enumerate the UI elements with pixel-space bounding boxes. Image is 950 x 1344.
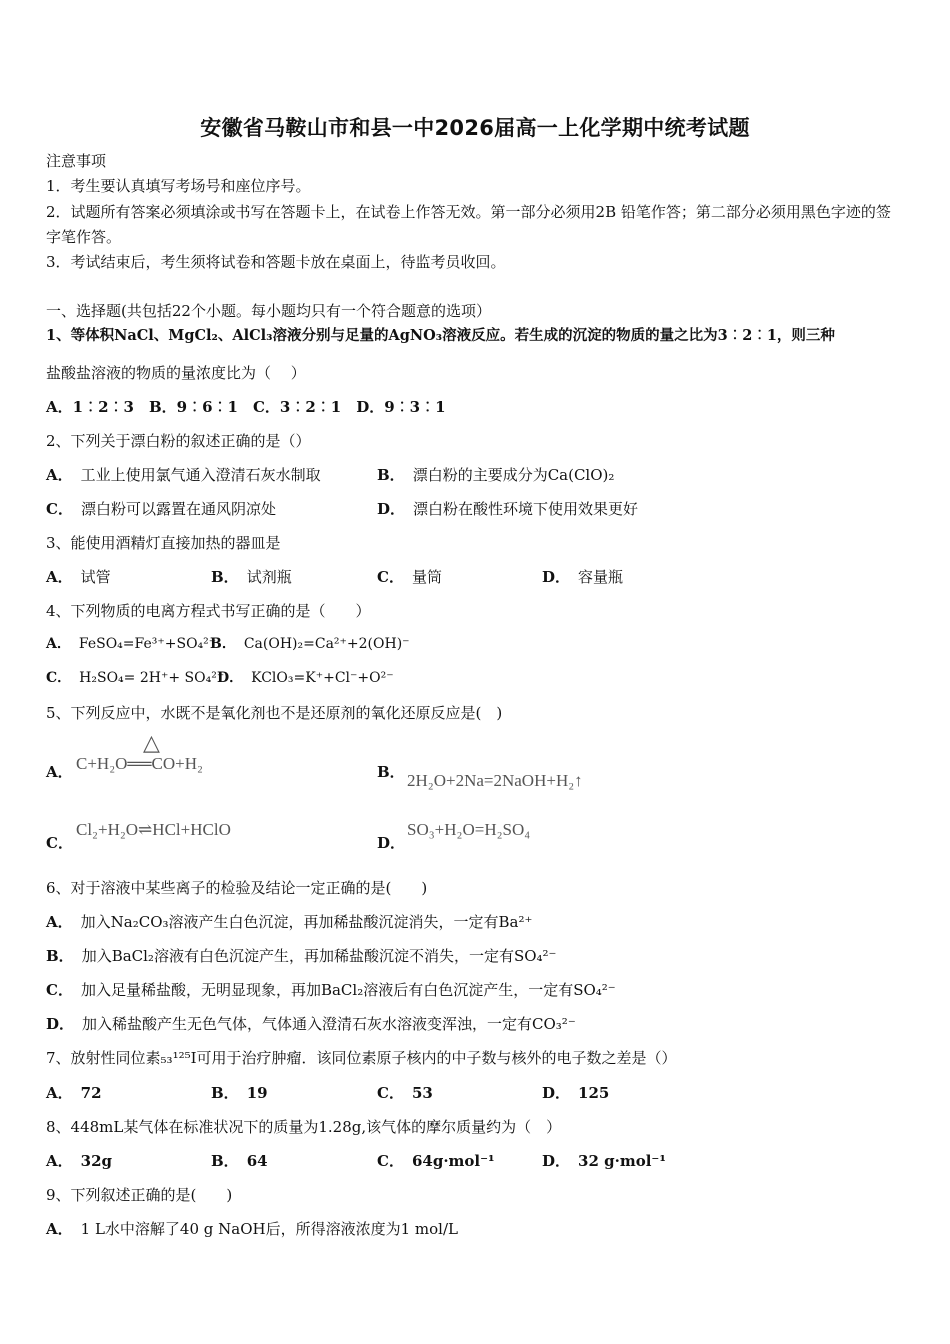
question-2-option-b — [377, 464, 614, 486]
option-text: 1 L水中溶解了40 g NaOH后，所得溶液浓度为1 mol/L — [80, 1220, 458, 1238]
question-8-option-b — [211, 1150, 268, 1172]
option-label: C． — [46, 670, 72, 686]
option-text: 32g — [80, 1152, 113, 1170]
option-text: 加入稀盐酸产生无色气体，气体通入澄清石灰水溶液变浑浊，一定有CO₃²⁻ — [82, 1015, 576, 1033]
option-text: FeSO₄=Fe³⁺+SO₄²⁻ — [78, 636, 217, 652]
option-label: B． — [211, 568, 239, 586]
option-label: A． — [46, 763, 73, 781]
question-5-equation-b: 2H₂O+2Na=2NaOH+H₂↑ — [407, 771, 583, 790]
option-label: A． — [46, 1152, 73, 1170]
option-text: 64 — [246, 1152, 268, 1170]
option-label: D． — [542, 1084, 571, 1102]
option-text: 量筒 — [411, 568, 442, 586]
question-6-option-b — [46, 945, 556, 967]
option-text: 容量瓶 — [578, 568, 624, 586]
option-label: D． — [542, 568, 571, 586]
option-text: 加入Na₂CO₃溶液产生白色沉淀，再加稀盐酸沉淀消失，一定有Ba²⁺ — [80, 913, 533, 931]
option-label: B． — [46, 947, 74, 965]
option-text: 53 — [411, 1084, 433, 1102]
question-2-option-a — [46, 464, 321, 486]
option-text: 72 — [80, 1084, 102, 1102]
question-4-option-d — [217, 667, 394, 689]
option-text: 漂白粉在酸性环境下使用效果更好 — [413, 500, 639, 518]
notice-item-3: 3．考试结束后，考生须将试卷和答题卡放在桌面上，待监考员收回。 — [46, 253, 506, 271]
question-3-stem: 3、能使用酒精灯直接加热的器皿是 — [46, 534, 281, 552]
option-label: C． — [46, 981, 73, 999]
question-2-stem: 2、下列关于漂白粉的叙述正确的是（） — [46, 432, 311, 450]
question-9-stem: 9、下列叙述正确的是( ) — [46, 1186, 233, 1204]
heat-triangle-icon: △ — [143, 730, 160, 755]
option-text: 工业上使用氯气通入澄清石灰水制取 — [80, 466, 321, 484]
question-7-option-d — [542, 1082, 609, 1104]
option-text: KClO₃=K⁺+Cl⁻+O²⁻ — [251, 670, 394, 686]
question-8-option-a — [46, 1150, 112, 1172]
question-5-equation-a: C+H₂O══CO+H₂ — [76, 754, 203, 773]
option-text: 64g·mol⁻¹ — [411, 1152, 495, 1170]
question-3-option-d — [542, 566, 623, 588]
option-label: D． — [542, 1152, 571, 1170]
notice-item-1: 1．考生要认真填写考场号和座位序号。 — [46, 177, 311, 195]
question-7-option-c — [377, 1082, 433, 1104]
question-1-stem: 1、等体积NaCl、MgCl₂、AlCl₃溶液分别与足量的AgNO₃溶液反应。若生成的沉淀的物质的量之比为3︰2︰1，则三种 — [46, 327, 835, 344]
option-text: 125 — [578, 1084, 610, 1102]
option-text: H₂SO₄= 2H⁺+ SO₄²⁻ — [79, 670, 225, 686]
question-5-equation-c: Cl₂+H₂O⇌HCl+HClO — [76, 820, 231, 839]
option-text: 漂白粉的主要成分为Ca(ClO)₂ — [412, 466, 615, 484]
option-text: 19 — [246, 1084, 268, 1102]
question-6-option-c — [46, 979, 616, 1001]
option-label: C． — [46, 500, 73, 518]
option-label: A． — [46, 636, 71, 652]
option-label: A． — [46, 913, 73, 931]
option-label: D． — [377, 834, 406, 852]
question-6-stem: 6、对于溶液中某些离子的检验及结论一定正确的是( ) — [46, 879, 428, 897]
question-2-option-d — [377, 498, 638, 520]
option-label: A． — [46, 466, 73, 484]
question-7-stem: 7、放射性同位素₅₃¹²⁵I可用于治疗肿瘤．该同位素原子核内的中子数与核外的电子数之差是（） — [46, 1049, 677, 1067]
question-3-option-a — [46, 566, 111, 588]
option-text: Ca(OH)₂=Ca²⁺+2(OH)⁻ — [243, 636, 410, 652]
page-title: 安徽省马鞍山市和县一中2026届高一上化学期中统考试题 — [200, 116, 750, 140]
option-label: A． — [46, 1084, 73, 1102]
option-label: C． — [377, 568, 404, 586]
question-4-option-b — [210, 633, 410, 655]
option-text: 32 g·mol⁻¹ — [578, 1152, 666, 1170]
question-1-options: A．1︰2︰3 B．9︰6︰1 C．3︰2︰1 D．9︰3︰1 — [46, 398, 446, 416]
option-label: D． — [217, 670, 244, 686]
option-label: B． — [211, 1152, 239, 1170]
option-label: A． — [46, 568, 73, 586]
question-5-stem: 5、下列反应中，水既不是氧化剂也不是还原剂的氧化还原反应是( ) — [46, 704, 503, 722]
option-text: 加入BaCl₂溶液有白色沉淀产生，再加稀盐酸沉淀不消失，一定有SO₄²⁻ — [81, 947, 557, 965]
option-text: 加入足量稀盐酸，无明显现象，再加BaCl₂溶液后有白色沉淀产生，一定有SO₄²⁻ — [80, 981, 616, 999]
question-6-option-a — [46, 911, 532, 933]
question-5-equation-d: SO₃+H₂O=H₂SO₄ — [407, 820, 531, 839]
question-3-option-b — [211, 566, 292, 588]
question-4-stem: 4、下列物质的电离方程式书写正确的是（ ） — [46, 602, 371, 620]
section-heading: 一、选择题(共包括22个小题。每小题均只有一个符合题意的选项） — [46, 302, 491, 320]
option-label: C． — [377, 1084, 404, 1102]
option-text: 试剂瓶 — [246, 568, 292, 586]
notice-heading: 注意事项 — [46, 152, 107, 170]
question-8-stem: 8、448mL某气体在标准状况下的质量为1.28g,该气体的摩尔质量约为（ ） — [46, 1118, 562, 1136]
question-2-option-c — [46, 498, 276, 520]
option-label: B． — [377, 763, 405, 781]
question-7-option-b — [211, 1082, 268, 1104]
option-label: D． — [377, 500, 406, 518]
question-7-option-a — [46, 1082, 102, 1104]
option-label: C． — [46, 834, 73, 852]
question-4-option-a — [46, 633, 216, 655]
question-9-option-a — [46, 1218, 458, 1240]
option-label: C． — [377, 1152, 404, 1170]
option-text: 漂白粉可以露置在通风阴凉处 — [80, 500, 276, 518]
option-label: B． — [210, 636, 236, 652]
question-8-option-c — [377, 1150, 495, 1172]
option-text: 试管 — [80, 568, 111, 586]
notice-item-2: 2．试题所有答案必须填涂或书写在答题卡上，在试卷上作答无效。第一部分必须用2B 铅笔作答；第二部分必须用黑色字迹的签字笔作答。 — [46, 203, 891, 246]
question-3-option-c — [377, 566, 442, 588]
question-8-option-d — [542, 1150, 666, 1172]
option-label: D． — [46, 1015, 75, 1033]
option-label: A． — [46, 1220, 73, 1238]
option-label: B． — [377, 466, 405, 484]
question-1-stem-cont: 盐酸盐溶液的物质的量浓度比为（ ） — [46, 364, 306, 382]
question-4-option-c — [46, 667, 224, 689]
option-label: B． — [211, 1084, 239, 1102]
question-6-option-d — [46, 1013, 576, 1035]
